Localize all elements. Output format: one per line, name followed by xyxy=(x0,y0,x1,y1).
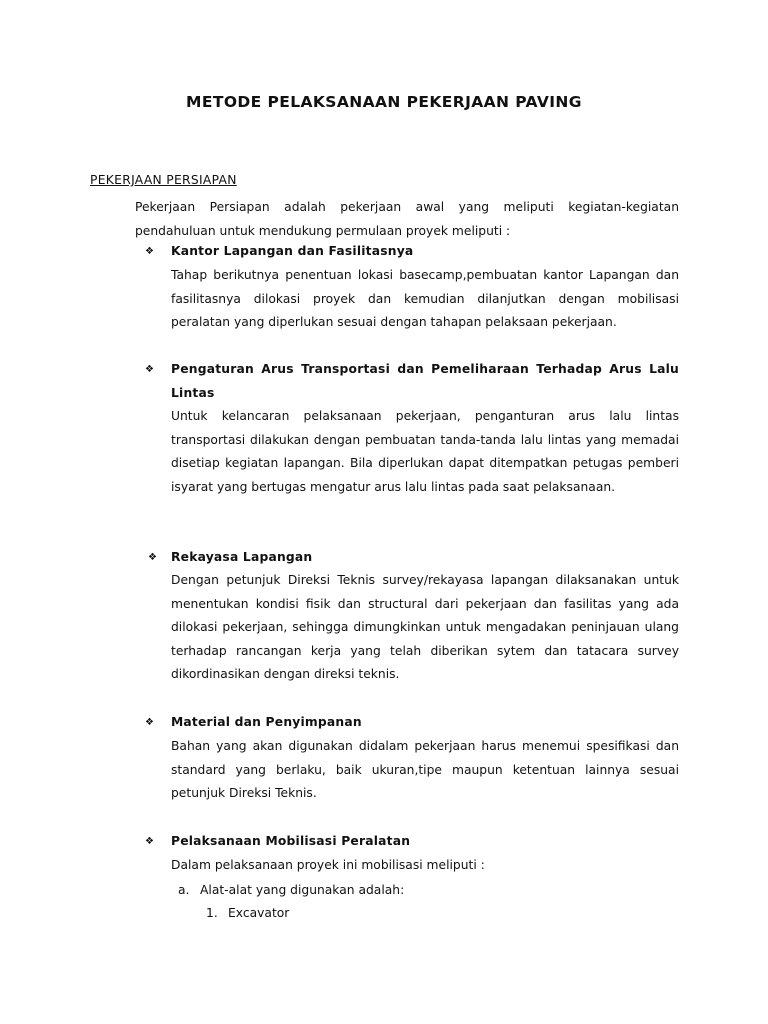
item-heading: Material dan Penyimpanan xyxy=(171,715,362,729)
item-body: Dalam pelaksanaan proyek ini mobilisasi meliputi : xyxy=(171,858,485,872)
sublist-text: Alat-alat yang digunakan adalah: xyxy=(200,883,405,897)
bullet-diamond-icon: ❖ xyxy=(145,836,154,847)
item-body: Untuk kelancaran pelaksanaan pekerjaan, penganturan arus lalu lintas transportasi dilakukan dengan pembuatan tanda-tanda lalu lintas yang memadai disetiap kegiatan lapangan. Bila diperlukan dapat ditempatkan petugas pemberi isyarat yang bertugas mengatur arus lalu lintas pada saat pelaksanaan. xyxy=(171,409,679,494)
item-heading: Pengaturan Arus Transportasi dan Pemeliharaan Terhadap Arus Lalu Lintas xyxy=(171,362,679,400)
sublist-item-1 xyxy=(206,902,289,926)
section-heading: PEKERJAAN PERSIAPAN xyxy=(90,173,237,187)
bullet-diamond-icon: ❖ xyxy=(145,717,154,728)
bullet-diamond-icon: ❖ xyxy=(145,246,154,257)
document-title: METODE PELAKSANAAN PEKERJAAN PAVING xyxy=(186,93,582,111)
sublist-label: 1. xyxy=(206,906,218,920)
item-heading: Rekayasa Lapangan xyxy=(171,550,313,564)
item-heading: Kantor Lapangan dan Fasilitasnya xyxy=(171,244,414,258)
section-intro: Pekerjaan Persiapan adalah pekerjaan awal yang meliputi kegiatan-kegiatan pendahuluan untuk mendukung permulaan proyek meliputi : xyxy=(135,200,679,238)
item-body: Tahap berikutnya penentuan lokasi basecamp,pembuatan kantor Lapangan dan fasilitasnya dilokasi proyek dan kemudian dilanjutkan dengan mobilisasi peralatan yang diperlukan sesuai dengan tahapan pelaksaan pekerjaan. xyxy=(171,268,679,329)
item-heading: Pelaksanaan Mobilisasi Peralatan xyxy=(171,834,411,848)
bullet-diamond-icon: ❖ xyxy=(148,552,157,563)
bullet-diamond-icon: ❖ xyxy=(145,364,154,375)
sublist-label: a. xyxy=(178,883,190,897)
sublist-text: Excavator xyxy=(228,906,290,920)
item-body: Bahan yang akan digunakan didalam pekerjaan harus menemui spesifikasi dan standard yang berlaku, baik ukuran,tipe maupun ketentuan lainnya sesuai petunjuk Direksi Teknis. xyxy=(171,739,679,800)
item-body: Dengan petunjuk Direksi Teknis survey/rekayasa lapangan dilaksanakan untuk menentukan kondisi fisik dan structural dari pekerjaan dan fasilitas yang ada dilokasi pekerjaan, sehingga dimungkinkan untuk mengadakan peninjauan ulang terhadap rancangan kerja yang telah diberikan sytem dan tatacara survey dikordinasikan dengan direksi teknis. xyxy=(171,573,679,681)
sublist-item-a xyxy=(178,879,404,903)
